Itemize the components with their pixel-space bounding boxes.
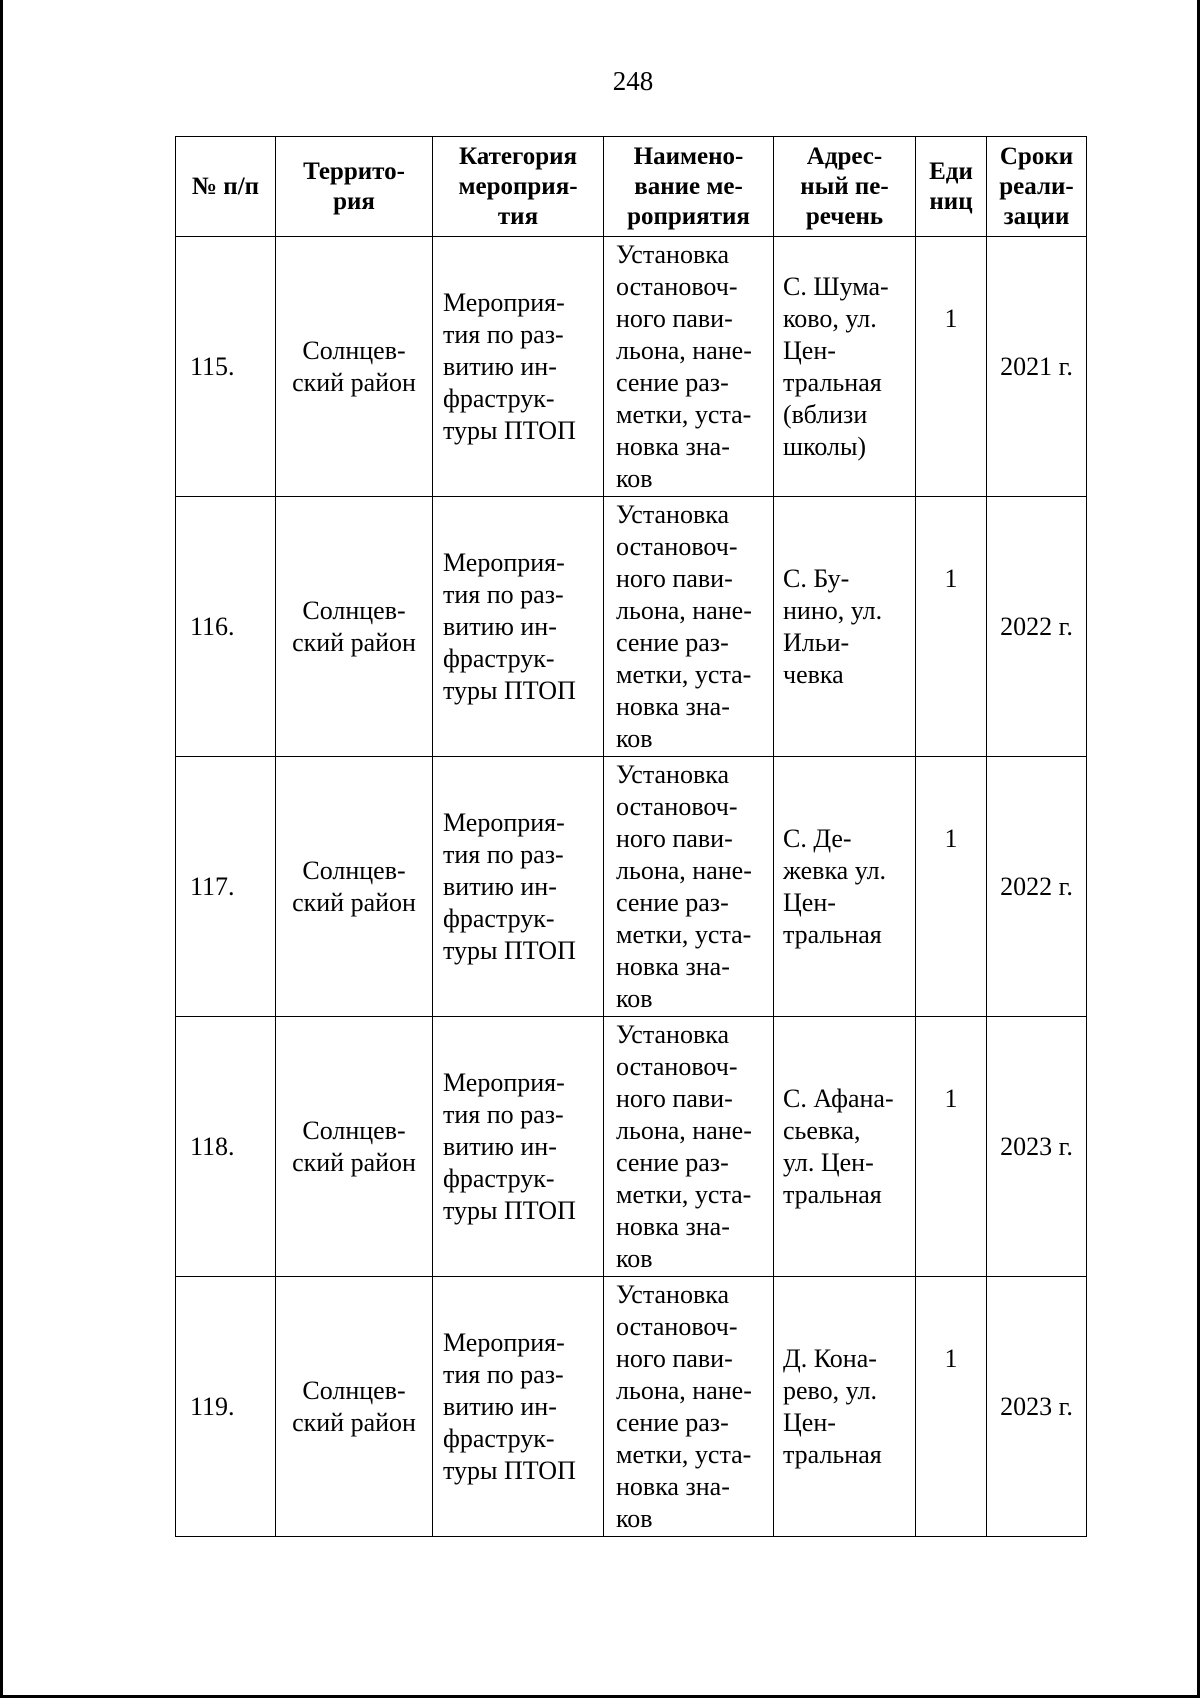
- header-cell-units: Еди ниц: [916, 137, 987, 237]
- cell-measure-name: Установка остановоч- ного пави- льона, нане- сение раз- метки, уста- новка зна- ков: [604, 1277, 774, 1537]
- cell-number: 117.: [176, 757, 276, 1017]
- cell-territory: Солнцев- ский район: [276, 1017, 433, 1277]
- header-cell-territory: Террито- рия: [276, 137, 433, 237]
- header-cell-number: № п/п: [176, 137, 276, 237]
- cell-number: 115.: [176, 237, 276, 497]
- table-row: [176, 1017, 1087, 1277]
- cell-territory: Солнцев- ский район: [276, 497, 433, 757]
- cell-units: 1: [916, 237, 987, 497]
- cell-term: 2022 г.: [987, 497, 1087, 757]
- cell-term: 2023 г.: [987, 1017, 1087, 1277]
- cell-territory: Солнцев- ский район: [276, 757, 433, 1017]
- cell-term: 2021 г.: [987, 237, 1087, 497]
- cell-address: С. Бу- нино, ул. Ильи- чевка: [774, 497, 916, 757]
- header-cell-category: Категория мероприя- тия: [433, 137, 604, 237]
- table-row: [176, 497, 1087, 757]
- cell-number: 118.: [176, 1017, 276, 1277]
- measures-table: [175, 136, 1087, 1537]
- page-number: 248: [612, 66, 654, 96]
- table-header-row: [176, 137, 1087, 237]
- cell-number: 116.: [176, 497, 276, 757]
- cell-units: 1: [916, 1017, 987, 1277]
- cell-address: С. Шума- ково, ул. Цен- тральная (вблизи школы): [774, 237, 916, 497]
- cell-units: 1: [916, 1277, 987, 1537]
- cell-category: Мероприя- тия по раз- витию ин- фраструк- туры ПТОП: [433, 1277, 604, 1537]
- cell-term: 2022 г.: [987, 757, 1087, 1017]
- header-cell-address: Адрес- ный пе- речень: [774, 137, 916, 237]
- cell-measure-name: Установка остановоч- ного пави- льона, нане- сение раз- метки, уста- новка зна- ков: [604, 237, 774, 497]
- cell-units: 1: [916, 757, 987, 1017]
- table-row: [176, 757, 1087, 1017]
- header-cell-measure-name: Наимено- вание ме- роприятия: [604, 137, 774, 237]
- scan-border-left: [0, 0, 3, 1698]
- cell-category: Мероприя- тия по раз- витию ин- фраструк- туры ПТОП: [433, 757, 604, 1017]
- cell-measure-name: Установка остановоч- ного пави- льона, нане- сение раз- метки, уста- новка зна- ков: [604, 1017, 774, 1277]
- cell-address: С. Де- жевка ул. Цен- тральная: [774, 757, 916, 1017]
- cell-territory: Солнцев- ский район: [276, 237, 433, 497]
- table-row: [176, 237, 1087, 497]
- cell-category: Мероприя- тия по раз- витию ин- фраструк- туры ПТОП: [433, 237, 604, 497]
- cell-address: С. Афана- сьевка, ул. Цен- тральная: [774, 1017, 916, 1277]
- cell-term: 2023 г.: [987, 1277, 1087, 1537]
- cell-category: Мероприя- тия по раз- витию ин- фраструк- туры ПТОП: [433, 497, 604, 757]
- cell-category: Мероприя- тия по раз- витию ин- фраструк- туры ПТОП: [433, 1017, 604, 1277]
- table-row: [176, 1277, 1087, 1537]
- cell-number: 119.: [176, 1277, 276, 1537]
- cell-territory: Солнцев- ский район: [276, 1277, 433, 1537]
- cell-units: 1: [916, 497, 987, 757]
- cell-address: Д. Кона- рево, ул. Цен- тральная: [774, 1277, 916, 1537]
- cell-measure-name: Установка остановоч- ного пави- льона, нане- сение раз- метки, уста- новка зна- ков: [604, 757, 774, 1017]
- header-cell-term: Сроки реали- зации: [987, 137, 1087, 237]
- cell-measure-name: Установка остановоч- ного пави- льона, нане- сение раз- метки, уста- новка зна- ков: [604, 497, 774, 757]
